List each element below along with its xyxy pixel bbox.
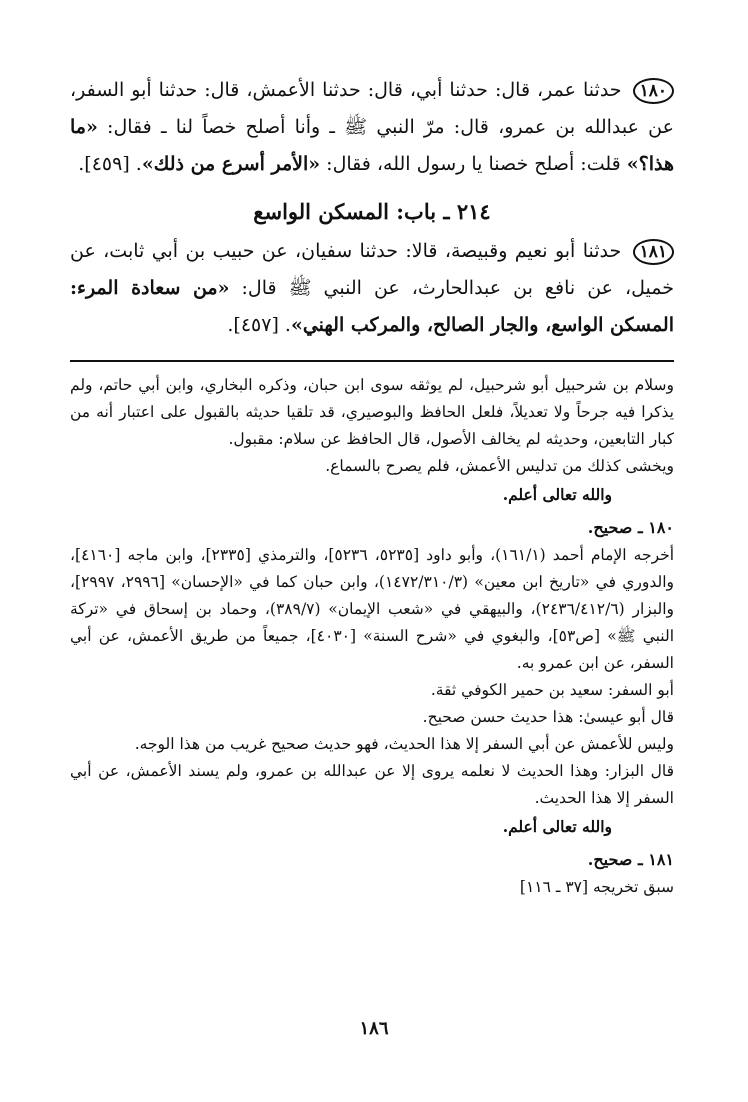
footnote-180-line: قال البزار: وهذا الحديث لا نعلمه يروى إلا عن عبدالله بن عمرو، ولم يسند الأعمش، عن أبي السفر إلا هذا الحديث. — [70, 762, 674, 807]
hadith-181-ref: . [٤٥٧]. — [227, 314, 291, 336]
hadith-181 — [70, 233, 674, 344]
chapter-heading: ٢١٤ ـ باب: المسكن الواسع — [253, 199, 491, 224]
footnote-heading-181: ١٨١ ـ صحيح. — [587, 850, 674, 869]
hadith-180-quote: «الأمر أسرع من ذلك» — [141, 153, 321, 175]
footnote-180-line: قال أبو عيسىٰ: هذا حديث حسن صحيح. — [422, 708, 674, 726]
footnote-180-line: وليس للأعمش عن أبي السفر إلا هذا الحديث، فهو حديث صحيح غريب من هذا الوجه. — [134, 735, 674, 753]
page-number: ١٨٦ — [359, 1018, 389, 1039]
footnotes — [70, 372, 674, 901]
hadith-180-text-b: قلت: أصلح خصنا يا رسول الله، فقال: — [320, 153, 627, 175]
footnote-divider — [70, 360, 674, 362]
hadith-180 — [70, 72, 674, 183]
hadith-number-180: ١٨٠ — [633, 78, 674, 104]
footnote-181-line: سبق تخريجه [٣٧ ـ ١١٦] — [519, 878, 674, 896]
hadith-180-ref: . [٤٥٩]. — [78, 153, 142, 175]
footnote-180-line: أخرجه الإمام أحمد (١٦١/١)، وأبو داود [٥٢٣٥، ٥٢٣٦]، والترمذي [٢٣٣٥]، وابن ماجه [٤١٦٠]، والدوري في «تاريخ ابن معين» (١٤٧٢/٣١٠/٣)، وابن حبان كما في «الإحسان» [٢٩٩٦، ٢٩٩٧]، والبزار (٢٤٣٦/٤١٢/٦)، والبيهقي في «شعب الإيمان» (٣٨٩/٧)، وحماد بن إسحاق في «تركة النبي ﷺ» [ص٥٣]، والبغوي في «شرح السنة» [٤٠٣٠]، جميعاً من طريق الأعمش، عن أبي السفر، عن ابن عمرو به. — [70, 546, 675, 672]
hadith-180-question: «ما هذا؟» — [70, 116, 674, 175]
closing-formula: والله تعالى أعلم. — [502, 485, 612, 504]
page-body — [70, 72, 674, 901]
closing-formula: والله تعالى أعلم. — [502, 817, 612, 836]
footnote-continuation: وسلام بن شرحبيل أبو شرحبيل، لم يوثقه سوى ابن حبان، وذكره البخاري، وابن أبي حاتم، ولم يذكرا فيه جرحاً ولا تعديلاً، فلعل الحافظ والبوصيري، قد تلقيا حديثه بالقبول على اعتبار أنه من كبار التابعين، وحديثه لم يخالف الأصول، قال الحافظ عن سلام: مقبول. — [70, 376, 674, 448]
hadith-180-text: حدثنا عمر، قال: حدثنا أبي، قال: حدثنا الأعمش، قال: حدثنا أبو السفر، عن عبدالله بن عمرو، قال: مرّ النبي ﷺ ـ وأنا أصلح خصاً لنا ـ فقال: — [70, 79, 674, 138]
footnote-heading-180: ١٨٠ ـ صحيح. — [587, 518, 674, 537]
hadith-number-181: ١٨١ — [633, 239, 674, 265]
hadith-181-quote: «من سعادة المرء: المسكن الواسع، والجار الصالح، والمركب الهني» — [70, 277, 674, 336]
hadith-181-text: حدثنا أبو نعيم وقبيصة، قالا: حدثنا سفيان، عن حبيب بن أبي ثابت، عن خميل، عن نافع بن عبدالحارث، عن النبي ﷺ قال: — [70, 240, 674, 299]
footnote-continuation: ويخشى كذلك من تدليس الأعمش، فلم يصرح بالسماع. — [325, 457, 674, 475]
footnote-180-line: أبو السفر: سعيد بن حمير الكوفي ثقة. — [430, 681, 674, 699]
